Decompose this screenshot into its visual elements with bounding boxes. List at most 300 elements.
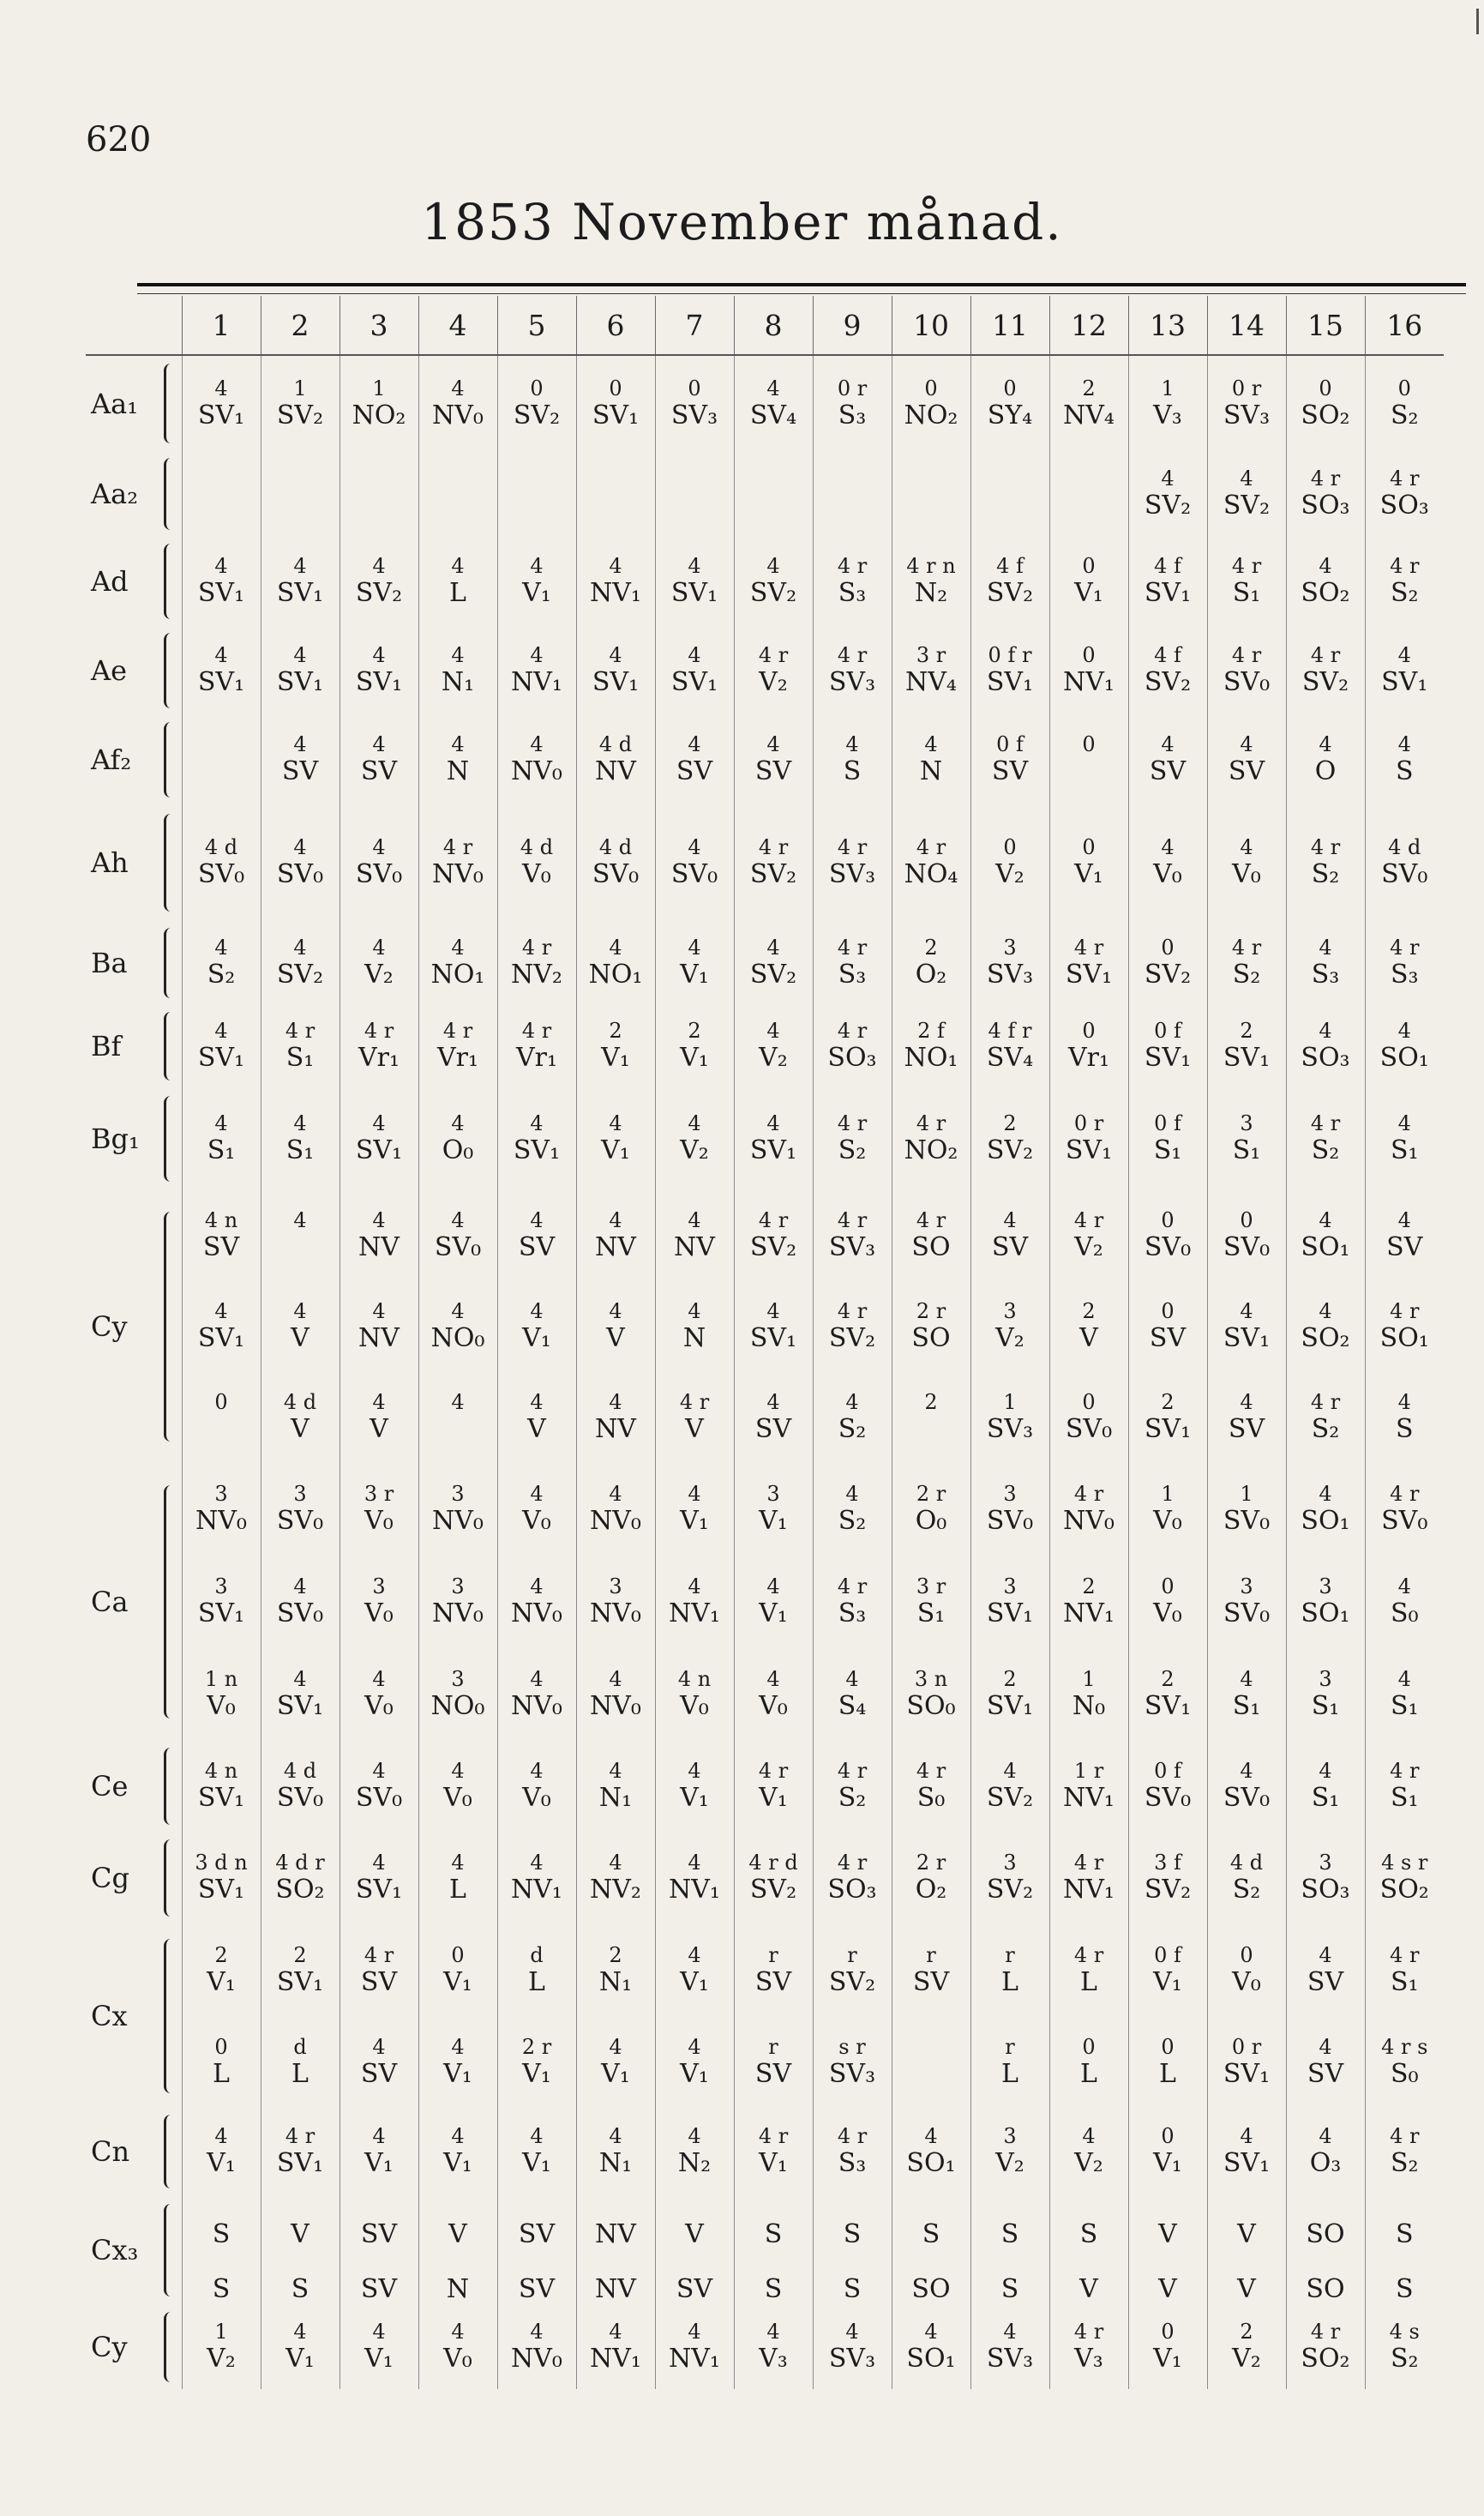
wind-direction: S₃ [838,400,867,430]
wind-direction: V₀ [522,859,551,889]
observation-cell [1286,1281,1365,1372]
wind-direction: SV₁ [749,1135,797,1165]
observation-cell [576,1005,655,1087]
table-row [86,1556,1444,1648]
table-row [86,1190,1444,1281]
wind-direction: S₂ [838,1414,867,1444]
station-label: Aa₁ [91,387,139,420]
wind-direction: V₁ [1153,2148,1182,2178]
wind-direction: L [1159,2058,1176,2089]
cloud-amount [1050,2195,1128,2219]
cloud-amount: 2 [1003,1111,1017,1135]
cloud-amount: 4 r [442,835,473,859]
observation-cell [1128,537,1207,626]
wind-direction [340,491,418,521]
observation-cell [1128,1556,1207,1648]
wind-direction: V₁ [680,2058,709,2089]
wind-direction: S₂ [1311,1414,1340,1444]
cloud-amount: 4 [609,1111,622,1135]
observation-cell [339,355,418,451]
observation-cell [182,1463,261,1556]
observation-cell [261,1281,339,1372]
wind-direction [1050,491,1128,521]
cloud-amount: 4 [1003,2320,1017,2344]
cloud-amount: 2 r [916,1299,946,1323]
observation-cell [1286,1190,1365,1281]
wind-direction: V₂ [1074,2148,1103,2178]
day-header: 8 [734,296,813,355]
wind-direction: NV [595,756,636,786]
wind-direction: V₂ [1232,2344,1261,2374]
wind-direction: SO₂ [1301,400,1350,430]
cloud-amount: 4 [609,1299,622,1323]
station-label: Cy [91,2331,128,2363]
cloud-amount: 4 r [1073,2320,1104,2344]
wind-direction: SV [1149,1323,1187,1353]
cloud-amount: 4 [688,1299,701,1323]
cloud-amount [183,2250,261,2274]
cloud-amount [577,2250,655,2274]
cloud-amount [892,2035,970,2059]
cloud-amount: 4 [1319,1299,1332,1323]
wind-direction: V₁ [443,1966,472,1997]
cloud-amount: 4 r [1390,936,1420,960]
observation-cell [813,1924,892,2016]
wind-direction: SO₂ [1301,1323,1350,1353]
cloud-amount: 4 [372,835,386,859]
observation-cell [1286,2195,1365,2250]
wind-direction: NV₂ [590,1875,641,1905]
wind-direction: V₁ [207,1966,236,1997]
wind-direction: SV [281,756,319,786]
observation-cell [1049,804,1128,921]
cloud-amount: 4 [214,1111,228,1135]
cloud-amount: 4 [451,643,465,667]
cloud-amount: 4 [451,732,465,756]
day-header-row [86,296,1444,355]
observation-cell [892,2305,970,2389]
wind-direction: S [1000,2219,1019,2249]
brace-icon [164,2312,175,2382]
wind-direction: SV₂ [749,1875,797,1905]
wind-direction: S [843,756,862,786]
cloud-amount: 4 [451,1111,465,1135]
cloud-amount [892,2195,970,2219]
observation-cell [339,1463,418,1556]
observation-cell [1286,715,1365,804]
wind-direction: SV₁ [986,667,1034,697]
cloud-amount [577,466,655,491]
wind-direction: NV₁ [1063,1783,1115,1813]
observation-cell [182,2250,261,2305]
wind-direction: L [1001,1966,1018,1997]
observation-cell [1207,1556,1286,1648]
observation-cell [1286,355,1365,451]
cloud-amount: 0 [1240,1942,1253,1967]
cloud-amount [1366,2195,1445,2219]
cloud-amount: 4 [924,732,938,756]
wind-direction: S [1079,2219,1098,2249]
observation-cell [1207,1741,1286,1832]
wind-direction: V₁ [1074,859,1103,889]
cloud-amount [735,2250,813,2274]
wind-direction: SV₁ [355,667,403,697]
observation-cell [655,921,734,1005]
cloud-amount: 3 [1319,1667,1332,1691]
cloud-amount: 4 r [1073,1482,1104,1506]
cloud-amount: 4 [372,1299,386,1323]
cloud-amount: 0 [609,376,622,400]
cloud-amount: 3 [1003,1574,1017,1598]
cloud-amount: 2 f [917,1019,945,1043]
observation-cell [576,1281,655,1372]
station-label: Af₂ [91,743,132,776]
wind-direction: SV₂ [986,1135,1034,1165]
observation-cell [339,715,418,804]
observation-cell [734,1005,813,1087]
wind-direction: S [1000,2274,1019,2304]
cloud-amount: 4 [1240,835,1253,859]
wind-direction: NO₂ [904,1135,958,1165]
cloud-amount: 4 [372,936,386,960]
cloud-amount: 4 [688,1574,701,1598]
cloud-amount: 4 [451,1390,465,1414]
observation-cell [655,1648,734,1741]
day-header: 15 [1286,296,1365,355]
observation-cell [970,2195,1049,2250]
wind-direction: SV [202,1232,240,1262]
station-label-cell [86,2108,182,2195]
observation-cell [970,1087,1049,1190]
wind-direction: SV [754,2058,792,2089]
wind-direction: SV₂ [513,400,561,430]
wind-direction: SV [1228,1414,1265,1444]
wind-direction: SV₁ [592,400,640,430]
cloud-amount: 4 [688,2320,701,2344]
cloud-amount: 4 [1319,732,1332,756]
observation-cell [734,2250,813,2305]
header-corner [86,296,182,355]
cloud-amount [656,2250,734,2274]
observation-cell [1049,1924,1128,2016]
wind-direction: V₀ [1232,859,1261,889]
observation-cell [418,2305,497,2389]
wind-direction: O [1314,756,1337,786]
wind-direction: SV [1149,756,1187,786]
cloud-amount: 0 [1161,2124,1175,2148]
wind-direction: N₁ [598,1966,633,1997]
wind-direction: S₂ [1311,1135,1340,1165]
cloud-amount: 4 [293,732,307,756]
wind-direction: NV₀ [590,1691,641,1721]
wind-direction: SV₃ [986,960,1034,990]
cloud-amount: 4 r [1390,1942,1420,1967]
wind-direction: NV₀ [432,1598,484,1628]
wind-direction: SV₃ [986,2344,1034,2374]
observation-cell [1049,2016,1128,2108]
wind-direction: SV₀ [434,1232,482,1262]
observation-cell [261,1463,339,1556]
observation-cell [339,1005,418,1087]
wind-direction: SV₂ [986,1875,1034,1905]
cloud-amount: 4 [530,554,544,578]
wind-direction: S [843,2274,862,2304]
wind-direction [892,491,970,521]
day-header: 4 [418,296,497,355]
cloud-amount: 4 [688,1208,701,1232]
station-label-cell [86,1924,182,2108]
cloud-amount: 4 [688,554,701,578]
observation-cell [655,1005,734,1087]
observation-cell [497,451,576,537]
observation-cell [655,1463,734,1556]
wind-direction: SV₀ [355,859,403,889]
wind-direction [261,491,339,521]
wind-direction: S₁ [1311,1783,1340,1813]
cloud-amount: 4 [609,2034,622,2059]
cloud-amount: 4 r n [906,554,956,578]
wind-direction: NO₀ [430,1691,485,1721]
day-header: 16 [1365,296,1444,355]
wind-direction: SV₁ [986,1691,1034,1721]
observation-cell [1128,2195,1207,2250]
observation-cell [655,451,734,537]
observation-cell [813,715,892,804]
wind-direction: V₂ [680,1135,709,1165]
observation-cell [892,1087,970,1190]
observation-cell [418,626,497,715]
observation-cell [418,804,497,921]
cloud-amount: 3 [766,1482,780,1506]
observation-cell [1049,537,1128,626]
cloud-amount: 4 [1397,1667,1411,1691]
observation-cell [892,355,970,451]
observation-cell [892,2016,970,2108]
station-label-cell [86,715,182,804]
observation-cell [1207,804,1286,921]
wind-direction: V₀ [1153,1506,1182,1536]
page-edge-mark [1476,9,1479,34]
cloud-amount: 4 r [758,835,789,859]
wind-direction: N₁ [441,667,475,697]
cloud-amount: 4 [451,2124,465,2148]
observation-cell [576,1463,655,1556]
cloud-amount: 4 r [758,1759,789,1783]
wind-direction: V₁ [443,2058,472,2089]
observation-cell [1049,921,1128,1005]
observation-cell [497,355,576,451]
brace-icon [164,1012,175,1081]
cloud-amount: 4 [766,732,780,756]
cloud-amount: 0 [1161,2034,1175,2059]
observation-cell [734,1087,813,1190]
cloud-amount: 4 [1240,1759,1253,1783]
cloud-amount: 4 [530,643,544,667]
observation-cell [1128,626,1207,715]
cloud-amount: 2 r [916,1482,946,1506]
wind-direction: S [843,2219,862,2249]
cloud-amount: 4 [688,1851,701,1875]
observation-cell [1049,1463,1128,1556]
wind-direction: SV₁ [1223,1323,1271,1353]
observation-cell [1207,1372,1286,1463]
wind-direction [419,1414,497,1445]
wind-direction: V₁ [759,1506,788,1536]
cloud-amount: 0 [451,1942,465,1967]
cloud-amount: 3 [372,1574,386,1598]
observation-table [86,296,1444,2389]
cloud-amount: 2 [1161,1667,1175,1691]
cloud-amount: 2 [293,1942,307,1967]
observation-cell [1128,451,1207,537]
cloud-amount: 1 [1161,376,1175,400]
cloud-amount: 4 [293,936,307,960]
cloud-amount: 4 r [1231,936,1262,960]
wind-direction: SV₂ [749,1232,797,1262]
wind-direction: V₁ [522,1323,551,1353]
wind-direction: SV [360,756,398,786]
cloud-amount [971,466,1049,491]
cloud-amount: 4 [609,1482,622,1506]
cloud-amount: 4 [1319,1208,1332,1232]
observation-cell [497,1463,576,1556]
observation-cell [418,2250,497,2305]
observation-cell [734,2108,813,2195]
wind-direction: SV₁ [276,578,324,608]
cloud-amount: 4 [688,1759,701,1783]
cloud-amount: 4 [1319,1759,1332,1783]
wind-direction: SV₁ [670,667,718,697]
cloud-amount: 3 d n [195,1851,248,1875]
wind-direction: SV [991,756,1029,786]
wind-direction: SV₀ [1223,1783,1271,1813]
wind-direction: SV₁ [276,667,324,697]
observation-cell [418,451,497,537]
wind-direction [656,491,734,521]
wind-direction: V [1158,2219,1177,2249]
wind-direction: N₂ [677,2148,712,2178]
wind-direction: O₀ [442,1135,474,1165]
wind-direction: SV₁ [1223,2058,1271,2089]
observation-cell [734,1924,813,2016]
observation-cell [734,451,813,537]
observation-cell [970,1741,1049,1832]
wind-direction: S [1395,756,1414,786]
observation-cell [497,626,576,715]
observation-cell [655,2250,734,2305]
observation-cell [1128,921,1207,1005]
wind-direction: SV₁ [197,1043,245,1073]
wind-direction: NV₁ [1063,667,1115,697]
cloud-amount: 0 f [996,732,1024,756]
observation-cell [655,2108,734,2195]
observation-cell [734,1372,813,1463]
cloud-amount: 4 [530,1299,544,1323]
wind-direction: SV [991,1232,1029,1262]
cloud-amount: 4 [214,2124,228,2148]
cloud-amount: 4 [845,2320,859,2344]
station-label-cell [86,537,182,626]
observation-cell [1207,921,1286,1005]
cloud-amount: 4 [451,2320,465,2344]
wind-direction: V₂ [995,859,1024,889]
cloud-amount [971,2195,1049,2219]
wind-direction: SV [1307,2058,1344,2089]
observation-cell [418,2195,497,2250]
observation-cell [970,1463,1049,1556]
cloud-amount: 4 [1240,1299,1253,1323]
wind-direction: SV₀ [1223,1506,1271,1536]
observation-cell [497,1190,576,1281]
observation-cell [1207,2108,1286,2195]
table-row [86,2250,1444,2305]
wind-direction: L [213,2058,230,2089]
cloud-amount: 4 [451,1759,465,1783]
wind-direction: SV₀ [276,1783,324,1813]
observation-cell [1207,1832,1286,1924]
cloud-amount: 4 [293,554,307,578]
cloud-amount [1287,2250,1365,2274]
cloud-amount: 4 r [363,1942,394,1967]
observation-cell [339,804,418,921]
cloud-amount: 4 [372,1390,386,1414]
wind-direction [892,2059,970,2090]
station-label-cell [86,451,182,537]
wind-direction: NO₁ [588,960,643,990]
observation-cell [339,451,418,537]
wind-direction [971,491,1049,521]
cloud-amount: 4 r [442,1019,473,1043]
station-label-cell [86,921,182,1005]
cloud-amount [340,2250,418,2274]
observation-cell [734,2016,813,2108]
observation-cell [261,1741,339,1832]
cloud-amount: 0 [1161,2320,1175,2344]
cloud-amount: 4 [845,732,859,756]
wind-direction: SO₁ [1379,1043,1429,1073]
wind-direction: S₁ [1390,1691,1419,1721]
wind-direction: SV [1228,756,1265,786]
cloud-amount: 4 r [758,643,789,667]
station-label-cell [86,1087,182,1190]
observation-cell [892,715,970,804]
wind-direction: V₁ [759,1783,788,1813]
cloud-amount: 2 [1161,1390,1175,1414]
cloud-amount: 2 r [521,2034,552,2059]
cloud-amount: 4 r [916,1759,946,1783]
wind-direction: S₁ [1153,1135,1182,1165]
wind-direction: N [919,756,943,786]
brace-icon [164,2115,175,2188]
observation-cell [418,1832,497,1924]
observation-cell [1286,1087,1365,1190]
day-header: 9 [813,296,892,355]
observation-cell [734,537,813,626]
observation-cell [261,537,339,626]
wind-direction: S₂ [1311,859,1340,889]
cloud-amount: 4 r [837,1111,868,1135]
wind-direction: S₂ [1232,960,1261,990]
cloud-amount [892,2250,970,2274]
wind-direction: SV [1386,1232,1423,1262]
observation-cell [734,1463,813,1556]
observation-cell [1365,537,1444,626]
page-title: 1853 November månad. [421,193,1063,251]
cloud-amount [814,2250,892,2274]
brace-icon [164,364,175,443]
cloud-amount: 4 r [1310,2320,1341,2344]
station-label: Cx [91,2000,128,2032]
